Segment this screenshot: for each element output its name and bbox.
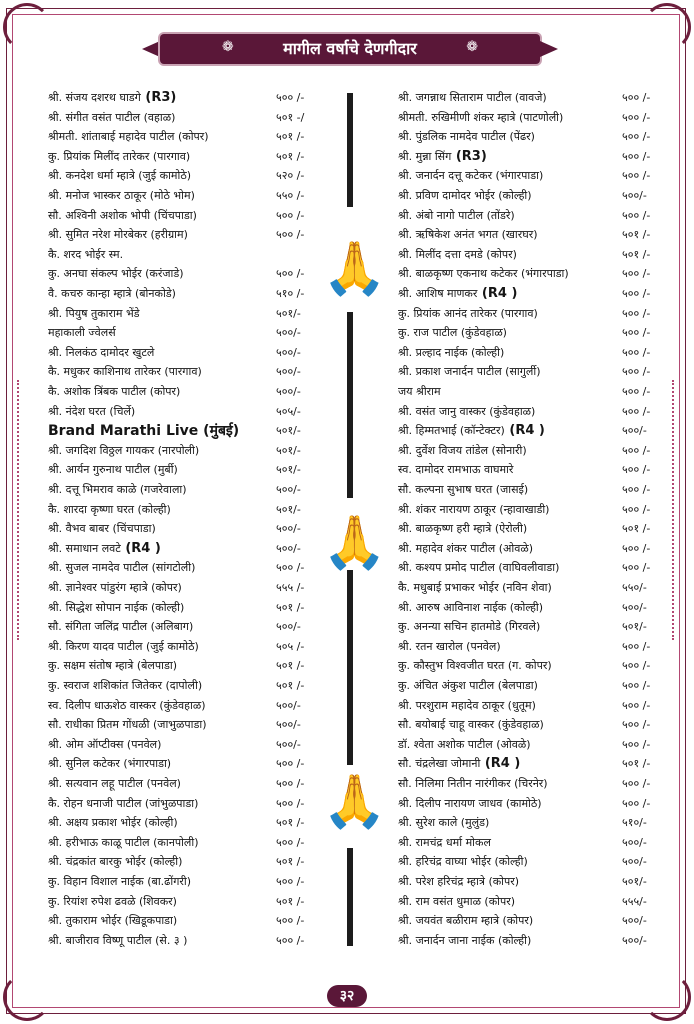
donor-name: श्री. कनदेश धर्मा म्हात्रे (जुई कामोठे)	[48, 169, 192, 183]
donor-name: श्री. निलकंठ दामोदर खुटले	[48, 345, 155, 359]
donation-amount: ५०० /-	[622, 169, 651, 183]
donor-row	[0, 324, 694, 342]
donation-amount: ५०१ -/	[276, 110, 305, 124]
donor-name: श्री. दत्तू भिमराव काळे (गजरेवाला)	[48, 483, 187, 496]
donor-name: श्री. सत्यवान लहू पाटील (पनवेल)	[48, 777, 181, 790]
donation-amount: ५०० /-	[622, 639, 651, 653]
donor-name: श्री. प्रल्हाद नाईक (कोल्ही)	[398, 345, 505, 359]
donation-amount: ५००/-	[622, 914, 647, 928]
donor-name: कु. स्वराज शशिकांत जितेकर (दापोली)	[48, 679, 203, 692]
donation-amount: ५००/-	[276, 620, 301, 634]
title-banner	[160, 34, 540, 64]
donor-row	[0, 775, 694, 793]
donor-name: श्री. अंबो नागो पाटील (तोंडरे)	[398, 208, 515, 222]
donation-amount: ५१० /-	[276, 287, 305, 300]
ornamental-corner-icon	[3, 3, 51, 51]
donation-amount: ५०१/-	[276, 306, 301, 320]
donor-name: श्री. महादेव शंकर पाटील (ओवळे)	[398, 541, 534, 555]
donor-row	[0, 795, 694, 813]
donor-name: श्रीमती. शांताबाई महादेव पाटील (कोपर)	[48, 130, 209, 144]
donation-amount: ५०१ /-	[276, 149, 305, 163]
donor-name: कु. विहान विशाल नाईक (बा.ढोंगरी)	[48, 875, 192, 888]
donor-row	[0, 246, 694, 264]
donation-amount: ५००/-	[622, 855, 647, 869]
donor-name: श्री. हरिचंद्र वाघ्या भोईर (कोल्ही)	[398, 855, 528, 869]
donor-name: श्री. दुर्वेश विजय तांडेल (सोनारी)	[398, 443, 527, 457]
donor-name: श्री. मिलींद दत्ता दमडे (कोपर)	[398, 247, 517, 261]
donor-row	[0, 442, 694, 460]
donor-name: श्री. आर्यन गुरुनाथ पाटील (मुर्बी)	[48, 463, 178, 477]
donation-amount: ५०० /-	[622, 541, 651, 555]
donor-row	[0, 403, 694, 421]
donor-name: श्री. सुनिल कटेकर (भंगारपाडा)	[48, 757, 172, 771]
donor-name: श्री. समाधान लवटे (R4 )	[48, 540, 161, 556]
donation-amount: ५०० /-	[622, 385, 651, 398]
donation-amount: ५०० /-	[622, 463, 651, 477]
donation-amount: ५०० /-	[276, 777, 305, 790]
donor-name: स्व. दिलीप धाऊशेठ वास्कर (कुंडेवहाळ)	[48, 698, 206, 712]
donor-name: श्री. जनार्दन जाना नाईक (कोल्ही)	[398, 933, 532, 947]
donation-amount: ५०० /-	[622, 326, 651, 340]
donor-name: श्री. तुकाराम भोईर (खिडूकपाडा)	[48, 914, 178, 928]
donor-name: श्री. परशुराम महादेव ठाकूर (धुतूम)	[398, 698, 536, 712]
donation-amount: ५०१ /-	[276, 130, 305, 144]
donor-row	[0, 814, 694, 832]
donation-amount: ५०१/-	[276, 502, 301, 516]
donation-amount: ५००/-	[276, 326, 301, 340]
donor-row	[0, 893, 694, 911]
donor-name: श्री. जयवंत बळीराम म्हात्रे (कोपर)	[398, 914, 534, 928]
donor-name: कै. अशोक त्रिंबक पाटील (कोपर)	[48, 385, 181, 398]
donor-name: कै. रोहन धनाजी पाटील (जांभुळपाडा)	[48, 796, 199, 810]
donor-row	[0, 912, 694, 930]
round-badge: (R3)	[451, 148, 487, 164]
donation-amount: ५०० /-	[276, 914, 305, 928]
donation-amount: ५१०/-	[622, 816, 647, 830]
donor-location: (मुंबई)	[198, 423, 240, 440]
donor-location: (पनवेल)	[123, 737, 162, 751]
donor-name: श्री. कश्यप प्रमोद पाटील (वाघिवलीवाडा)	[398, 561, 560, 575]
donor-name: कु. रियांश रुपेश ढवळे (शिवकर)	[48, 894, 177, 908]
donor-name: श्री. किरण यादव पाटील (जुई कामोठे)	[48, 639, 199, 653]
donor-name: वै. कचरु कान्हा म्हात्रे (बोनकोडे)	[48, 287, 176, 300]
donation-amount: ५०० /-	[276, 796, 305, 810]
donor-row	[0, 540, 694, 558]
donation-amount: ५००/-	[622, 835, 647, 849]
donor-row	[0, 853, 694, 871]
donation-amount: ५०० /-	[276, 875, 305, 888]
donor-name: श्री. मनोज भास्कर ठाकूर (मोठे भोम)	[48, 189, 195, 202]
donation-amount: ५०० /-	[622, 561, 651, 575]
donor-row	[0, 501, 694, 519]
donor-name: श्री. राम वसंत धुमाळ (कोपर)	[398, 894, 516, 908]
donor-name: श्री. हिम्मतभाई (कॉन्टेक्टर) (R4 )	[398, 423, 545, 439]
donation-amount: ५०१ /-	[276, 894, 305, 908]
donation-amount: ५००/-	[276, 718, 301, 732]
donor-name: कु. प्रियांक मिलींद तारेकर (पारगाव)	[48, 149, 191, 163]
donor-name: श्री. पियुष तुकाराम भेंडे	[48, 306, 140, 320]
folded-hands-icon: 🙏	[322, 239, 387, 299]
donor-name: श्री. सिद्धेश सोपान नाईक (कोल्ही)	[48, 600, 185, 614]
donation-amount: ५००/-	[276, 541, 301, 555]
donor-name: श्री. नंदेश घरत (चिर्ले)	[48, 404, 136, 418]
donor-name: सौ. अश्विनी अशोक भोपी (चिंचपाडा)	[48, 208, 197, 222]
donor-name: श्री. जगदिश विठ्ठल गायकर (नारपोली)	[48, 443, 200, 457]
donor-name: कु. अनन्या सचिन हातमोडे (गिरवले)	[398, 620, 541, 634]
donor-row	[0, 932, 694, 950]
donation-amount: ५०० /-	[622, 404, 651, 418]
donor-row	[0, 677, 694, 695]
donor-name: सौ. कल्पना सुभाष घरत (जासई)	[398, 483, 529, 496]
donor-row	[0, 461, 694, 479]
donor-name: श्री. बाळकृष्ण हरी म्हात्रे (ऐरोली)	[398, 522, 528, 536]
donor-name: श्री. ऋषिकेश अनंत भगत (खारघर)	[398, 228, 538, 242]
donation-amount: ५०५ /-	[276, 639, 305, 653]
donation-amount: ५०० /-	[622, 130, 651, 144]
donation-amount: ५०० /-	[622, 679, 651, 692]
donor-name: श्री. सुरेश काले (मुलुंड)	[398, 816, 490, 830]
donor-name: सौ. बयोबाई चाहू वास्कर (कुंडेवहाळ)	[398, 718, 544, 732]
ornamental-corner-icon	[3, 973, 51, 1021]
donation-amount: ५०० /-	[622, 267, 651, 281]
donation-amount: ५२० /-	[276, 169, 305, 183]
donation-amount: ५०० /-	[622, 777, 651, 790]
donor-row	[0, 873, 694, 891]
page-title: मागील वर्षाचे देणगीदार	[283, 39, 417, 58]
donor-name: श्री. रामचंद्र धर्मा मोकल	[398, 835, 491, 849]
donation-amount: ५५०/-	[622, 581, 647, 594]
donor-row	[0, 599, 694, 617]
banner-left-point	[142, 41, 160, 57]
donation-amount: ५०१/-	[276, 463, 301, 477]
donation-amount: ५०० /-	[622, 502, 651, 516]
donation-amount: ५००/-	[276, 698, 301, 712]
round-badge: (R4 )	[477, 286, 518, 301]
donation-amount: ५०० /-	[622, 365, 651, 379]
donor-name: श्री. आशिष माणकर (R4 )	[398, 286, 518, 301]
donor-name: जय श्रीराम	[398, 385, 441, 398]
donation-amount: ५०० /-	[276, 757, 305, 771]
donation-amount: ५००/-	[622, 189, 647, 202]
donor-row	[0, 344, 694, 362]
donor-name: श्री. सुजल नामदेव पाटील (सांगटोली)	[48, 561, 196, 575]
donor-name: श्री. जगन्नाथ सिताराम पाटील (वावजे)	[398, 91, 547, 104]
donor-row	[0, 285, 694, 303]
donation-amount: ५०० /-	[276, 933, 305, 947]
donor-name: श्री. वसंत जानु वास्कर (कुंडेवहाळ)	[398, 404, 536, 418]
donation-amount: ५००/-	[276, 385, 301, 398]
donation-amount: ५०० /-	[276, 228, 305, 242]
donation-amount: ५०० /-	[622, 110, 651, 124]
donor-row	[0, 481, 694, 499]
donation-amount: ५००/-	[622, 424, 647, 438]
donation-amount: ५०० /-	[622, 208, 651, 222]
donation-amount: ५०० /-	[622, 149, 651, 163]
round-badge: (R4 )	[504, 423, 545, 439]
donor-name: श्री. चंद्रकांत बारकु भोईर (कोल्ही)	[48, 855, 183, 869]
donor-name: कै. शारदा कृष्णा घरत (कोल्ही)	[48, 502, 171, 516]
round-badge: (R4 )	[480, 756, 521, 772]
round-badge: (R4 )	[120, 540, 161, 556]
donation-amount: ५०१ /-	[276, 659, 305, 673]
donor-name: श्री. परेश हरिचंद्र म्हात्रे (कोपर)	[398, 875, 520, 888]
donor-row	[0, 305, 694, 323]
donation-amount: ५०० /-	[276, 835, 305, 849]
donation-amount: ५००/-	[622, 933, 647, 947]
donor-row	[0, 89, 694, 107]
donation-amount: ५०० /-	[276, 91, 305, 104]
donor-row	[0, 187, 694, 205]
donation-amount: ५०० /-	[276, 267, 305, 281]
donation-amount: ५५५ /-	[276, 581, 305, 594]
donor-name: श्री. आरुष आविनाश नाईक (कोल्ही)	[398, 600, 544, 614]
donor-name: कु. राज पाटील (कुंडेवहाळ)	[398, 326, 507, 340]
donor-name: Brand Marathi Live (मुंबई)	[48, 423, 240, 440]
donor-name: कु. कौस्तुभ विश्वजीत घरत (ग. कोपर)	[398, 659, 552, 673]
donor-row	[0, 148, 694, 166]
donation-amount: ५०० /-	[622, 737, 651, 751]
donor-row	[0, 265, 694, 283]
donation-amount: ५००/-	[276, 522, 301, 536]
donation-amount: ५०० /-	[622, 443, 651, 457]
donation-amount: ५०० /-	[276, 561, 305, 575]
donor-name: कु. सक्षम संतोष म्हात्रे (बेलपाडा)	[48, 659, 177, 673]
donation-amount: ५०० /-	[622, 698, 651, 712]
flourish-icon: ❁	[466, 39, 478, 55]
donation-amount: ५०० /-	[622, 287, 651, 300]
donor-name: श्री. प्रविण दामोदर भोईर (कोल्ही)	[398, 189, 532, 202]
donor-row	[0, 834, 694, 852]
donor-name: श्री. शंकर नारायण ठाकूर (न्हावाखाडी)	[398, 502, 550, 516]
donation-amount: ५०० /-	[622, 718, 651, 732]
donation-amount: ५०१/-	[622, 875, 647, 888]
donation-amount: ५०० /-	[622, 796, 651, 810]
donation-amount: ५०० /-	[622, 306, 651, 320]
donor-name: कु. प्रियांक आनंद तारेकर (पारगाव)	[398, 306, 538, 320]
donation-amount: ५५५/-	[622, 894, 647, 908]
donor-row	[0, 167, 694, 185]
donor-row	[0, 579, 694, 597]
donor-row	[0, 657, 694, 675]
donation-amount: ५०१/-	[276, 424, 301, 438]
donor-name: श्री. दिलीप नारायण जाधव (कामोठे)	[398, 796, 542, 810]
donation-amount: ५०१ /-	[622, 522, 651, 536]
donor-name: श्री. सुमित नरेश मोरबेकर (हरीग्राम)	[48, 228, 188, 242]
donation-amount: ५०१ /-	[276, 816, 305, 830]
donor-name: श्री. रतन खारोल (पनवेल)	[398, 639, 501, 653]
donor-name: कै. मधुबाई प्रभाकर भोईर (नविन शेवा)	[398, 581, 552, 594]
donation-amount: ५००/-	[276, 365, 301, 379]
donor-name: श्री. बाजीराव विष्णू पाटील (से. ३ )	[48, 933, 188, 947]
donation-amount: ५०१ /-	[622, 247, 651, 261]
donor-name: श्री. वैभव बाबर (चिंचपाडा)	[48, 522, 156, 536]
donor-name: श्री. मुन्ना सिंग (R3)	[398, 148, 487, 164]
donor-name: सौ. राधीका प्रितम गोंधळी (जाभुळपाडा)	[48, 718, 207, 732]
donor-row	[0, 736, 694, 754]
donor-name: श्री. पुंडलिक नामदेव पाटील (पेंढर)	[398, 130, 535, 144]
donor-name: सौ. निलिमा नितीन नारंगीकर (चिरनेर)	[398, 777, 548, 790]
donor-row	[0, 207, 694, 225]
donation-amount: ५५० /-	[276, 189, 305, 202]
donation-amount: ५०० /-	[622, 345, 651, 359]
donor-row	[0, 618, 694, 636]
donation-amount: ५०० /-	[622, 659, 651, 673]
donation-amount: ५०० /-	[622, 91, 651, 104]
donor-name: श्री. जनार्दन दत्तू कटेकर (भंगारपाडा)	[398, 169, 544, 183]
donor-name: श्री. संगीत वसंत पाटील (वहाळ)	[48, 110, 176, 124]
donor-row	[0, 109, 694, 127]
donation-amount: ५००/-	[276, 737, 301, 751]
donor-row	[0, 716, 694, 734]
folded-hands-icon: 🙏	[322, 513, 387, 573]
page-number: ३२	[327, 985, 367, 1007]
donor-name: स्व. दामोदर रामभाऊ वाघमारे	[398, 463, 514, 477]
donor-name: कु. अंचित अंकुश पाटील (बेलपाडा)	[398, 679, 538, 692]
donor-name: श्री. हरीभाऊ काळू पाटील (कानपोली)	[48, 835, 199, 849]
folded-hands-icon: 🙏	[322, 772, 387, 832]
donation-amount: ५०१ /-	[276, 679, 305, 692]
donor-name: श्री. ज्ञानेश्वर पांडुरंग म्हात्रे (कोपर)	[48, 581, 182, 594]
donor-name: सौ. संगिता जलिंद्र पाटील (अलिबाग)	[48, 620, 194, 634]
donor-row	[0, 422, 694, 440]
donor-name: महाकाली ज्वेलर्स	[48, 326, 116, 340]
donor-name: श्री. संजय दशरथ घाडगे (R3)	[48, 90, 177, 105]
donor-name: सौ. चंद्रलेखा जोमानी (R4 )	[398, 756, 521, 772]
donation-amount: ५०१ /-	[622, 228, 651, 242]
donor-row	[0, 226, 694, 244]
donation-amount: ५०१ /-	[276, 855, 305, 869]
donation-amount: ५०० /-	[622, 483, 651, 496]
donation-amount: ५०० /-	[276, 208, 305, 222]
donation-amount: ५०१/-	[622, 620, 647, 634]
round-badge: (R3)	[140, 90, 177, 105]
donor-name: कु. अनघा संकल्प भोईर (करंजाडे)	[48, 267, 184, 281]
donor-name: डॉ. श्वेता अशोक पाटील (ओवळे)	[398, 737, 531, 751]
donor-name: श्री. बाळकृष्ण एकनाथ कटेकर (भंगारपाडा)	[398, 267, 569, 281]
donation-amount: ५०१/-	[276, 443, 301, 457]
donor-name: कै. मधुकर काशिनाथ तारेकर (पारगाव)	[48, 365, 202, 379]
donor-row	[0, 363, 694, 381]
ornamental-corner-icon	[643, 973, 691, 1021]
donation-amount: ५००/-	[276, 483, 301, 496]
donation-amount: ५०१ /-	[276, 600, 305, 614]
donor-row	[0, 559, 694, 577]
donor-name: श्री. अक्षय प्रकाश भोईर (कोल्ही)	[48, 816, 178, 830]
donor-row	[0, 383, 694, 401]
donor-row	[0, 638, 694, 656]
donor-row	[0, 128, 694, 146]
donor-name: कै. शरद भोईर स्म.	[48, 247, 124, 261]
flourish-icon: ❁	[222, 39, 234, 55]
donor-row	[0, 697, 694, 715]
donor-row	[0, 755, 694, 773]
donation-amount: ५००/-	[276, 345, 301, 359]
donation-amount: ५०१ /-	[622, 757, 651, 771]
donation-amount: ५०५/-	[276, 404, 301, 418]
donor-name: श्री. ओम ऑप्टीक्स (पनवेल)	[48, 737, 162, 751]
donation-amount: ५००/-	[622, 600, 647, 614]
donor-row	[0, 520, 694, 538]
banner-right-point	[540, 41, 558, 57]
donor-name: श्री. प्रकाश जनार्दन पाटील (सागुर्ली)	[398, 365, 541, 379]
donor-name: श्रीमती. रुखिमीणी शंकर म्हात्रे (पाटणोली)	[398, 110, 564, 124]
ornamental-corner-icon	[643, 3, 691, 51]
